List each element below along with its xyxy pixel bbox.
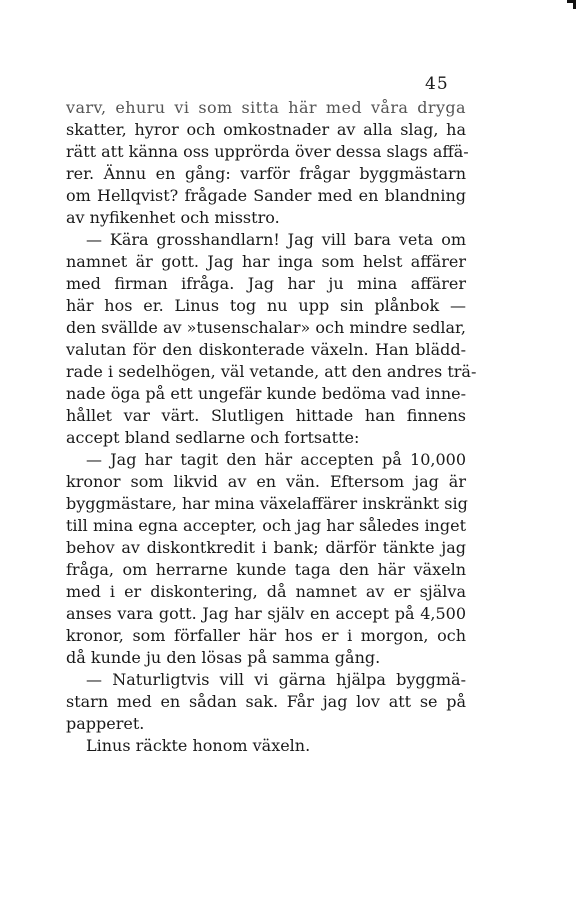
text-line: nade öga på ett ungefär kunde bedöma vad inne- bbox=[66, 384, 466, 403]
text-line: byggmästare, har mina växelaffärer inskränkt sig bbox=[66, 494, 468, 513]
text-line: papperet. bbox=[66, 714, 145, 733]
page-number: 45 bbox=[425, 74, 449, 94]
text-line: hållet var värt. Slutligen hittade han finnens bbox=[66, 406, 466, 425]
text-line: om Hellqvist? frågade Sander med en blandning bbox=[66, 186, 466, 205]
text-line: — Naturligtvis vill vi gärna hjälpa byggmä- bbox=[86, 670, 466, 689]
text-line: Linus räckte honom växeln. bbox=[86, 736, 311, 755]
text-line: till mina egna accepter, och jag har således inget bbox=[66, 516, 466, 535]
text-line: behov av diskontkredit i bank; därför tänkte jag bbox=[66, 538, 466, 557]
text-line: accept bland sedlarne och fortsatte: bbox=[66, 428, 360, 447]
text-line: då kunde ju den lösas på samma gång. bbox=[66, 648, 381, 667]
text-line: — Jag har tagit den här accepten på 10,000 bbox=[86, 450, 466, 469]
text-line: — Kära grosshandlarn! Jag vill bara veta om bbox=[86, 230, 466, 249]
text-line: rer. Ännu en gång: varför frågar byggmästarn bbox=[66, 164, 466, 183]
text-line: rade i sedelhögen, väl vetande, att den andres trä- bbox=[66, 362, 477, 381]
text-line: rätt att känna oss upprörda över dessa slags affä- bbox=[66, 142, 469, 161]
text-line: med firman ifråga. Jag har ju mina affärer bbox=[66, 274, 466, 293]
text-line: varv, ehuru vi som sitta här med våra dryga bbox=[66, 98, 466, 117]
text-line: här hos er. Linus tog nu upp sin plånbok — bbox=[66, 296, 466, 315]
scan-corner-mark bbox=[567, 0, 576, 9]
text-line: kronor, som förfaller här hos er i morgon, och bbox=[66, 626, 466, 645]
text-line: fråga, om herrarne kunde taga den här växeln bbox=[66, 560, 466, 579]
text-line: den svällde av »tusenschalar» och mindre sedlar, bbox=[66, 318, 466, 337]
body-text bbox=[66, 97, 477, 757]
text-line: skatter, hyror och omkostnader av alla slag, ha bbox=[66, 120, 466, 139]
text-line: anses vara gott. Jag har själv en accept på 4,500 bbox=[66, 604, 466, 623]
text-line: kronor som likvid av en vän. Eftersom jag är bbox=[66, 472, 466, 491]
text-line: med i er diskontering, då namnet av er själva bbox=[66, 582, 466, 601]
text-line: starn med en sådan sak. Får jag lov att se på bbox=[66, 692, 466, 711]
text-line: namnet är gott. Jag har inga som helst affärer bbox=[66, 252, 466, 271]
text-line: valutan för den diskonterade växeln. Han blädd- bbox=[66, 340, 466, 359]
text-line: av nyfikenhet och misstro. bbox=[66, 208, 280, 227]
